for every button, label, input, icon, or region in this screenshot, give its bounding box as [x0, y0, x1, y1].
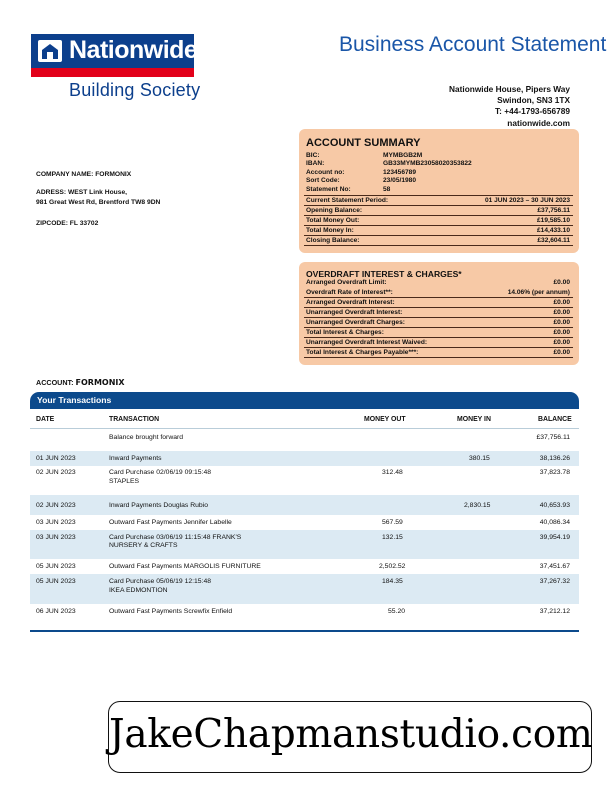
- tx-description: Outward Fast Payments Jennifer Labelle: [109, 519, 232, 526]
- company-address-line: ADRESS: WEST Link House,: [36, 189, 128, 196]
- company-address: [36, 188, 160, 207]
- tx-balance: 38,136.26: [539, 455, 570, 462]
- summary-row: [304, 205, 573, 215]
- overdraft-row-value: £0.00: [553, 279, 570, 286]
- overdraft-title: OVERDRAFT INTEREST & CHARGES*: [306, 269, 462, 279]
- transactions-title: Your Transactions: [37, 395, 112, 405]
- tx-money-out: 312.48: [382, 469, 403, 476]
- overdraft-row: [304, 337, 573, 347]
- overdraft-row: [304, 278, 573, 287]
- account-label-text: ACCOUNT:: [36, 378, 74, 387]
- summary-row-value: £37,756.11: [537, 207, 570, 214]
- summary-field-label: Account no:: [306, 168, 345, 176]
- overdraft-row-value: £0.00: [553, 349, 570, 356]
- overdraft-row: [304, 288, 573, 297]
- col-header-money-in: MONEY IN: [457, 416, 491, 423]
- tx-date: 05 JUN 2023: [36, 578, 76, 585]
- transactions-header-bar: [30, 392, 579, 409]
- overdraft-row-label: Arranged Overdraft Limit:: [306, 279, 387, 286]
- address-line: Nationwide House, Pipers Way: [449, 84, 570, 94]
- summary-row-value: £32,604.11: [537, 237, 570, 244]
- overdraft-row-value: £0.00: [553, 299, 570, 306]
- table-row: [30, 465, 579, 495]
- overdraft-row: [304, 317, 573, 327]
- overdraft-row-label: Overdraft Rate of Interest**:: [306, 288, 393, 296]
- nationwide-house-icon: [37, 39, 63, 63]
- summary-field-label: Sort Code:: [306, 177, 340, 184]
- tx-description-line2: IKEA EDMONTION: [109, 587, 168, 594]
- tx-description: Outward Fast Payments MARGOLIS FURNITURE: [109, 563, 261, 570]
- tx-date: 02 JUN 2023: [36, 502, 76, 509]
- tx-description: Inward Payments: [109, 455, 162, 462]
- overdraft-row: [304, 327, 573, 337]
- tx-description: Card Purchase 05/06/19 12:15:48: [109, 578, 212, 585]
- document-title: Business Account Statement: [339, 33, 607, 56]
- summary-row-label: Current Statement Period:: [306, 197, 389, 204]
- table-row: [30, 515, 579, 530]
- overdraft-row: [304, 347, 573, 358]
- logo-subtitle: Building Society: [69, 80, 201, 100]
- tx-money-out: 132.15: [382, 534, 403, 541]
- tx-description: Card Purchase 03/06/19 11:15:48 FRANK'S: [109, 534, 242, 541]
- col-header-transaction: TRANSACTION: [109, 416, 160, 423]
- company-zipcode: ZIPCODE: FL 33702: [36, 220, 99, 227]
- overdraft-row-value: £0.00: [553, 339, 570, 346]
- col-header-balance: BALANCE: [538, 416, 572, 423]
- address-line: nationwide.com: [507, 117, 570, 128]
- summary-field-value: GB33MYMB23058020353822: [383, 160, 472, 167]
- address-line: T: +44-1793-656789: [495, 106, 570, 117]
- account-name: FORMONIX: [75, 378, 125, 387]
- account-summary-title: ACCOUNT SUMMARY: [306, 137, 421, 149]
- tx-date: 02 JUN 2023: [36, 469, 76, 476]
- tx-money-out: 2,502.52: [379, 563, 406, 570]
- bank-address: [449, 84, 570, 129]
- tx-balance: 39,954.19: [539, 534, 570, 541]
- table-row: [30, 559, 579, 574]
- tx-money-in: 2,830.15: [464, 502, 491, 509]
- col-header-money-out: MONEY OUT: [364, 416, 406, 423]
- table-row: [30, 574, 579, 604]
- summary-field-value: 58: [383, 185, 391, 193]
- tx-description-line2: NURSERY & CRAFTS: [109, 542, 178, 549]
- tx-date: 06 JUN 2023: [36, 608, 76, 615]
- tx-balance: 40,653.93: [539, 502, 570, 509]
- tx-balance: £37,756.11: [536, 434, 570, 441]
- summary-row-value: £14,433.10: [536, 227, 570, 234]
- summary-row-label: Opening Balance:: [306, 207, 363, 214]
- tx-balance: 37,823.78: [539, 469, 570, 476]
- summary-row: [304, 215, 573, 225]
- tx-date: 01 JUN 2023: [36, 455, 76, 462]
- tx-money-out: 55.20: [388, 608, 406, 615]
- summary-row-value: £19,585.10: [536, 217, 570, 224]
- summary-field-label: BIC:: [306, 152, 320, 159]
- summary-row-label: Closing Balance:: [306, 237, 360, 244]
- tx-balance: 40,086.34: [539, 519, 570, 526]
- nationwide-logo: [31, 34, 198, 77]
- tx-description: Card Purchase 02/06/19 09:15:48: [109, 469, 212, 476]
- account-summary-box: [299, 129, 579, 253]
- watermark-text: JakeChapmanstudio.com: [109, 712, 593, 757]
- summary-field-label: Statement No:: [306, 185, 351, 193]
- overdraft-row-label: Arranged Overdraft Interest:: [306, 299, 395, 306]
- table-row: [30, 430, 579, 449]
- overdraft-row-value: £0.00: [553, 319, 570, 326]
- overdraft-row-value: 14.06% (per annum): [507, 288, 570, 296]
- overdraft-row-label: Total Interest & Charges Payable***:: [306, 349, 419, 356]
- overdraft-row: [304, 297, 573, 307]
- summary-row-value: 01 JUN 2023 – 30 JUN 2023: [484, 197, 570, 204]
- tx-description: Outward Fast Payments Screwfix Enfield: [109, 608, 233, 615]
- tx-balance: 37,267.32: [539, 578, 570, 585]
- address-line: Swindon, SN3 1TX: [497, 95, 570, 106]
- tx-description: Balance brought forward: [109, 434, 184, 441]
- tx-money-in: 380.15: [469, 455, 490, 462]
- summary-row: [304, 235, 573, 246]
- watermark-box: [108, 701, 592, 773]
- tx-money-out: 184.35: [382, 578, 403, 585]
- overdraft-row-label: Unarranged Overdraft Charges:: [306, 319, 405, 326]
- summary-field-value: 23/05/1980: [383, 177, 417, 184]
- company-address-line: 981 Great West Rd, Brentford TW8 9DN: [36, 198, 161, 206]
- summary-row-label: Total Money Out:: [306, 217, 360, 224]
- tx-description-line2: STAPLES: [109, 478, 140, 485]
- overdraft-row-label: Unarranged Overdraft Interest:: [306, 309, 403, 316]
- overdraft-row-value: £0.00: [553, 309, 570, 316]
- overdraft-row-label: Total Interest & Charges:: [306, 329, 384, 336]
- summary-field-value: 123456789: [383, 168, 417, 176]
- summary-field-value: MYMBGB2M: [383, 152, 423, 159]
- table-row: [30, 495, 579, 515]
- tx-balance: 37,212.12: [539, 608, 570, 615]
- tx-date: 03 JUN 2023: [36, 534, 76, 541]
- overdraft-box: [299, 262, 579, 365]
- summary-field-label: IBAN:: [306, 160, 325, 167]
- table-row: [30, 530, 579, 559]
- summary-row: [304, 225, 573, 235]
- summary-row-label: Total Money In:: [306, 227, 354, 234]
- company-name: COMPANY NAME: FORMONIX: [36, 171, 132, 178]
- tx-description: Inward Payments Douglas Rubio: [109, 502, 208, 509]
- table-bottom-rule: [30, 630, 579, 632]
- tx-date: 03 JUN 2023: [36, 519, 76, 526]
- tx-money-out: 567.59: [382, 519, 403, 526]
- overdraft-row-label: Unarranged Overdraft Interest Waived:: [306, 339, 428, 346]
- tx-date: 05 JUN 2023: [36, 563, 76, 570]
- table-row: [30, 451, 579, 466]
- table-row: [30, 604, 579, 624]
- account-label: [36, 378, 125, 387]
- tx-balance: 37,451.67: [539, 563, 570, 570]
- logo-name: Nationwide: [69, 36, 198, 64]
- summary-row: [304, 195, 573, 205]
- overdraft-row-value: £0.00: [553, 329, 570, 336]
- overdraft-row: [304, 307, 573, 317]
- col-header-date: DATE: [36, 416, 55, 423]
